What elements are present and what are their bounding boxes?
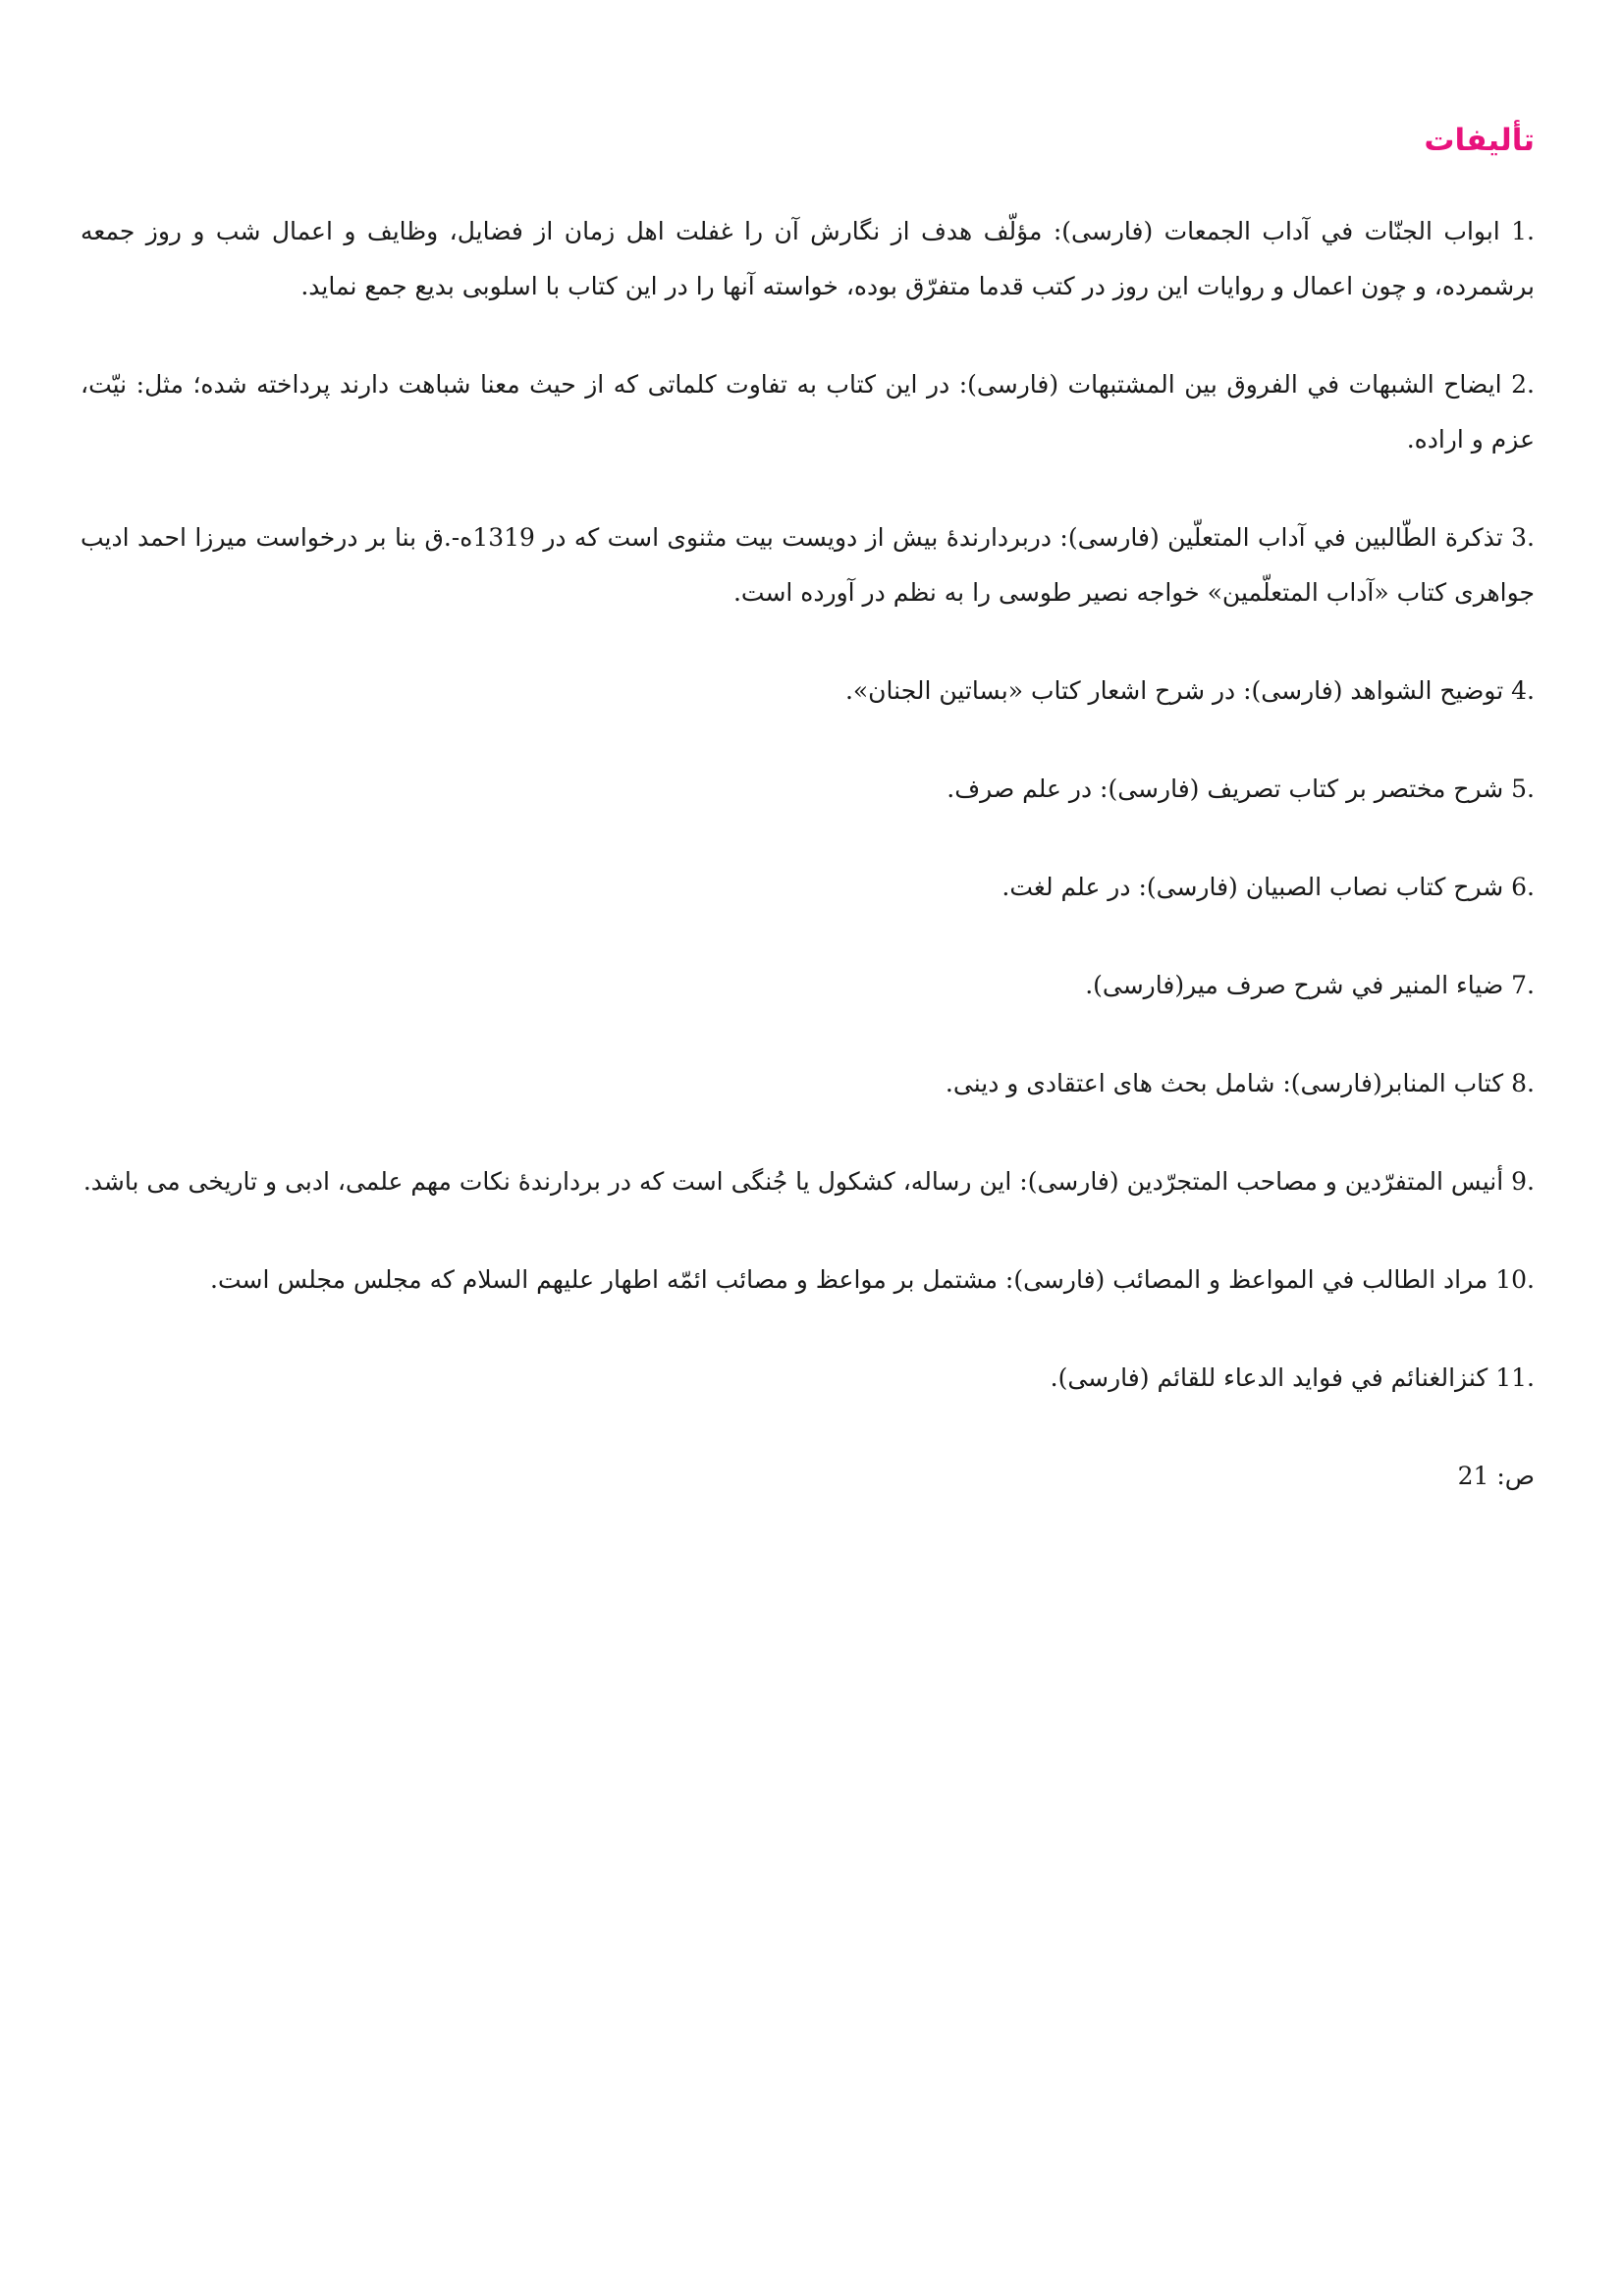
item-text: مراد الطالب في المواعظ و المصائب (فارسی): مشتمل بر مواعظ و مصائب ائمّه اطهار علیهم السلام که مجلس مجلس است. xyxy=(210,1265,1488,1294)
item-number: 7. xyxy=(1511,971,1535,999)
item-text: ایضاح الشبهات في الفروق بین المشتبهات (فارسی): در این کتاب به تفاوت کلماتی که از حیث معنا شباهت دارند پرداخته شده؛ مثل: نیّت، عزم و اراده. xyxy=(81,370,1535,454)
list-item xyxy=(81,958,1535,1013)
item-number: 6. xyxy=(1511,873,1535,901)
item-text: شرح کتاب نصاب الصبیان (فارسی): در علم لغت. xyxy=(1001,873,1504,901)
item-number: 8. xyxy=(1511,1069,1535,1097)
list-item xyxy=(81,1056,1535,1111)
item-text: کتاب المنابر(فارسی): شامل بحث های اعتقادی و دینی. xyxy=(945,1069,1504,1097)
item-number: 2. xyxy=(1511,370,1535,399)
item-number: 10. xyxy=(1495,1265,1535,1294)
list-item xyxy=(81,664,1535,719)
list-item xyxy=(81,510,1535,620)
item-text: ضیاء المنیر في شرح صرف میر(فارسی). xyxy=(1085,971,1504,999)
list-item xyxy=(81,860,1535,915)
list-item xyxy=(81,1253,1535,1308)
list-item xyxy=(81,357,1535,467)
item-text: کنزالغنائم في فواید الدعاء للقائم (فارسی). xyxy=(1050,1363,1488,1392)
list-item xyxy=(81,204,1535,314)
item-text: توضیح الشواهد (فارسی): در شرح اشعار کتاب «بساتین الجنان». xyxy=(844,676,1504,705)
item-number: 11. xyxy=(1495,1363,1535,1392)
item-text: تذکرة الطّالبین في آداب المتعلّین (فارسی): دربردارندۀ بیش از دویست بیت مثنوی است که در 1319ه-.ق بنا بر درخواست میرزا احمد ادیب جواهری کتاب «آداب المتعلّمین» خواجه نصیر طوسی را به نظم در آورده است. xyxy=(81,523,1535,607)
page-number: ص: 21 xyxy=(1457,1462,1535,1490)
item-number: 3. xyxy=(1511,523,1535,552)
item-number: 1. xyxy=(1511,217,1535,245)
list-item xyxy=(81,762,1535,817)
item-text: شرح مختصر بر کتاب تصریف (فارسی): در علم صرف. xyxy=(947,774,1504,803)
list-item xyxy=(81,1351,1535,1406)
item-number: 5. xyxy=(1511,774,1535,803)
list-item xyxy=(81,1154,1535,1209)
item-text: أنیس المتفرّدین و مصاحب المتجرّدین (فارسی): این رساله، کشکول یا جُنگی است که در بردارندۀ نکات مهم علمی، ادبی و تاریخی می باشد. xyxy=(82,1167,1504,1196)
item-text: ابواب الجنّات في آداب الجمعات (فارسی): مؤلّف هدف از نگارش آن را غفلت اهل زمان از فضایل، وظایف و اعمال شب و روز جمعه برشمرده، و چون اعمال و روایات این روز در کتب قدما متفرّق بوده، خواسته آنها را در این کتاب با اسلوبی بدیع جمع نماید. xyxy=(81,217,1535,300)
section-heading: تألیفات xyxy=(1424,123,1535,158)
item-number: 4. xyxy=(1511,676,1535,705)
item-number: 9. xyxy=(1511,1167,1535,1196)
